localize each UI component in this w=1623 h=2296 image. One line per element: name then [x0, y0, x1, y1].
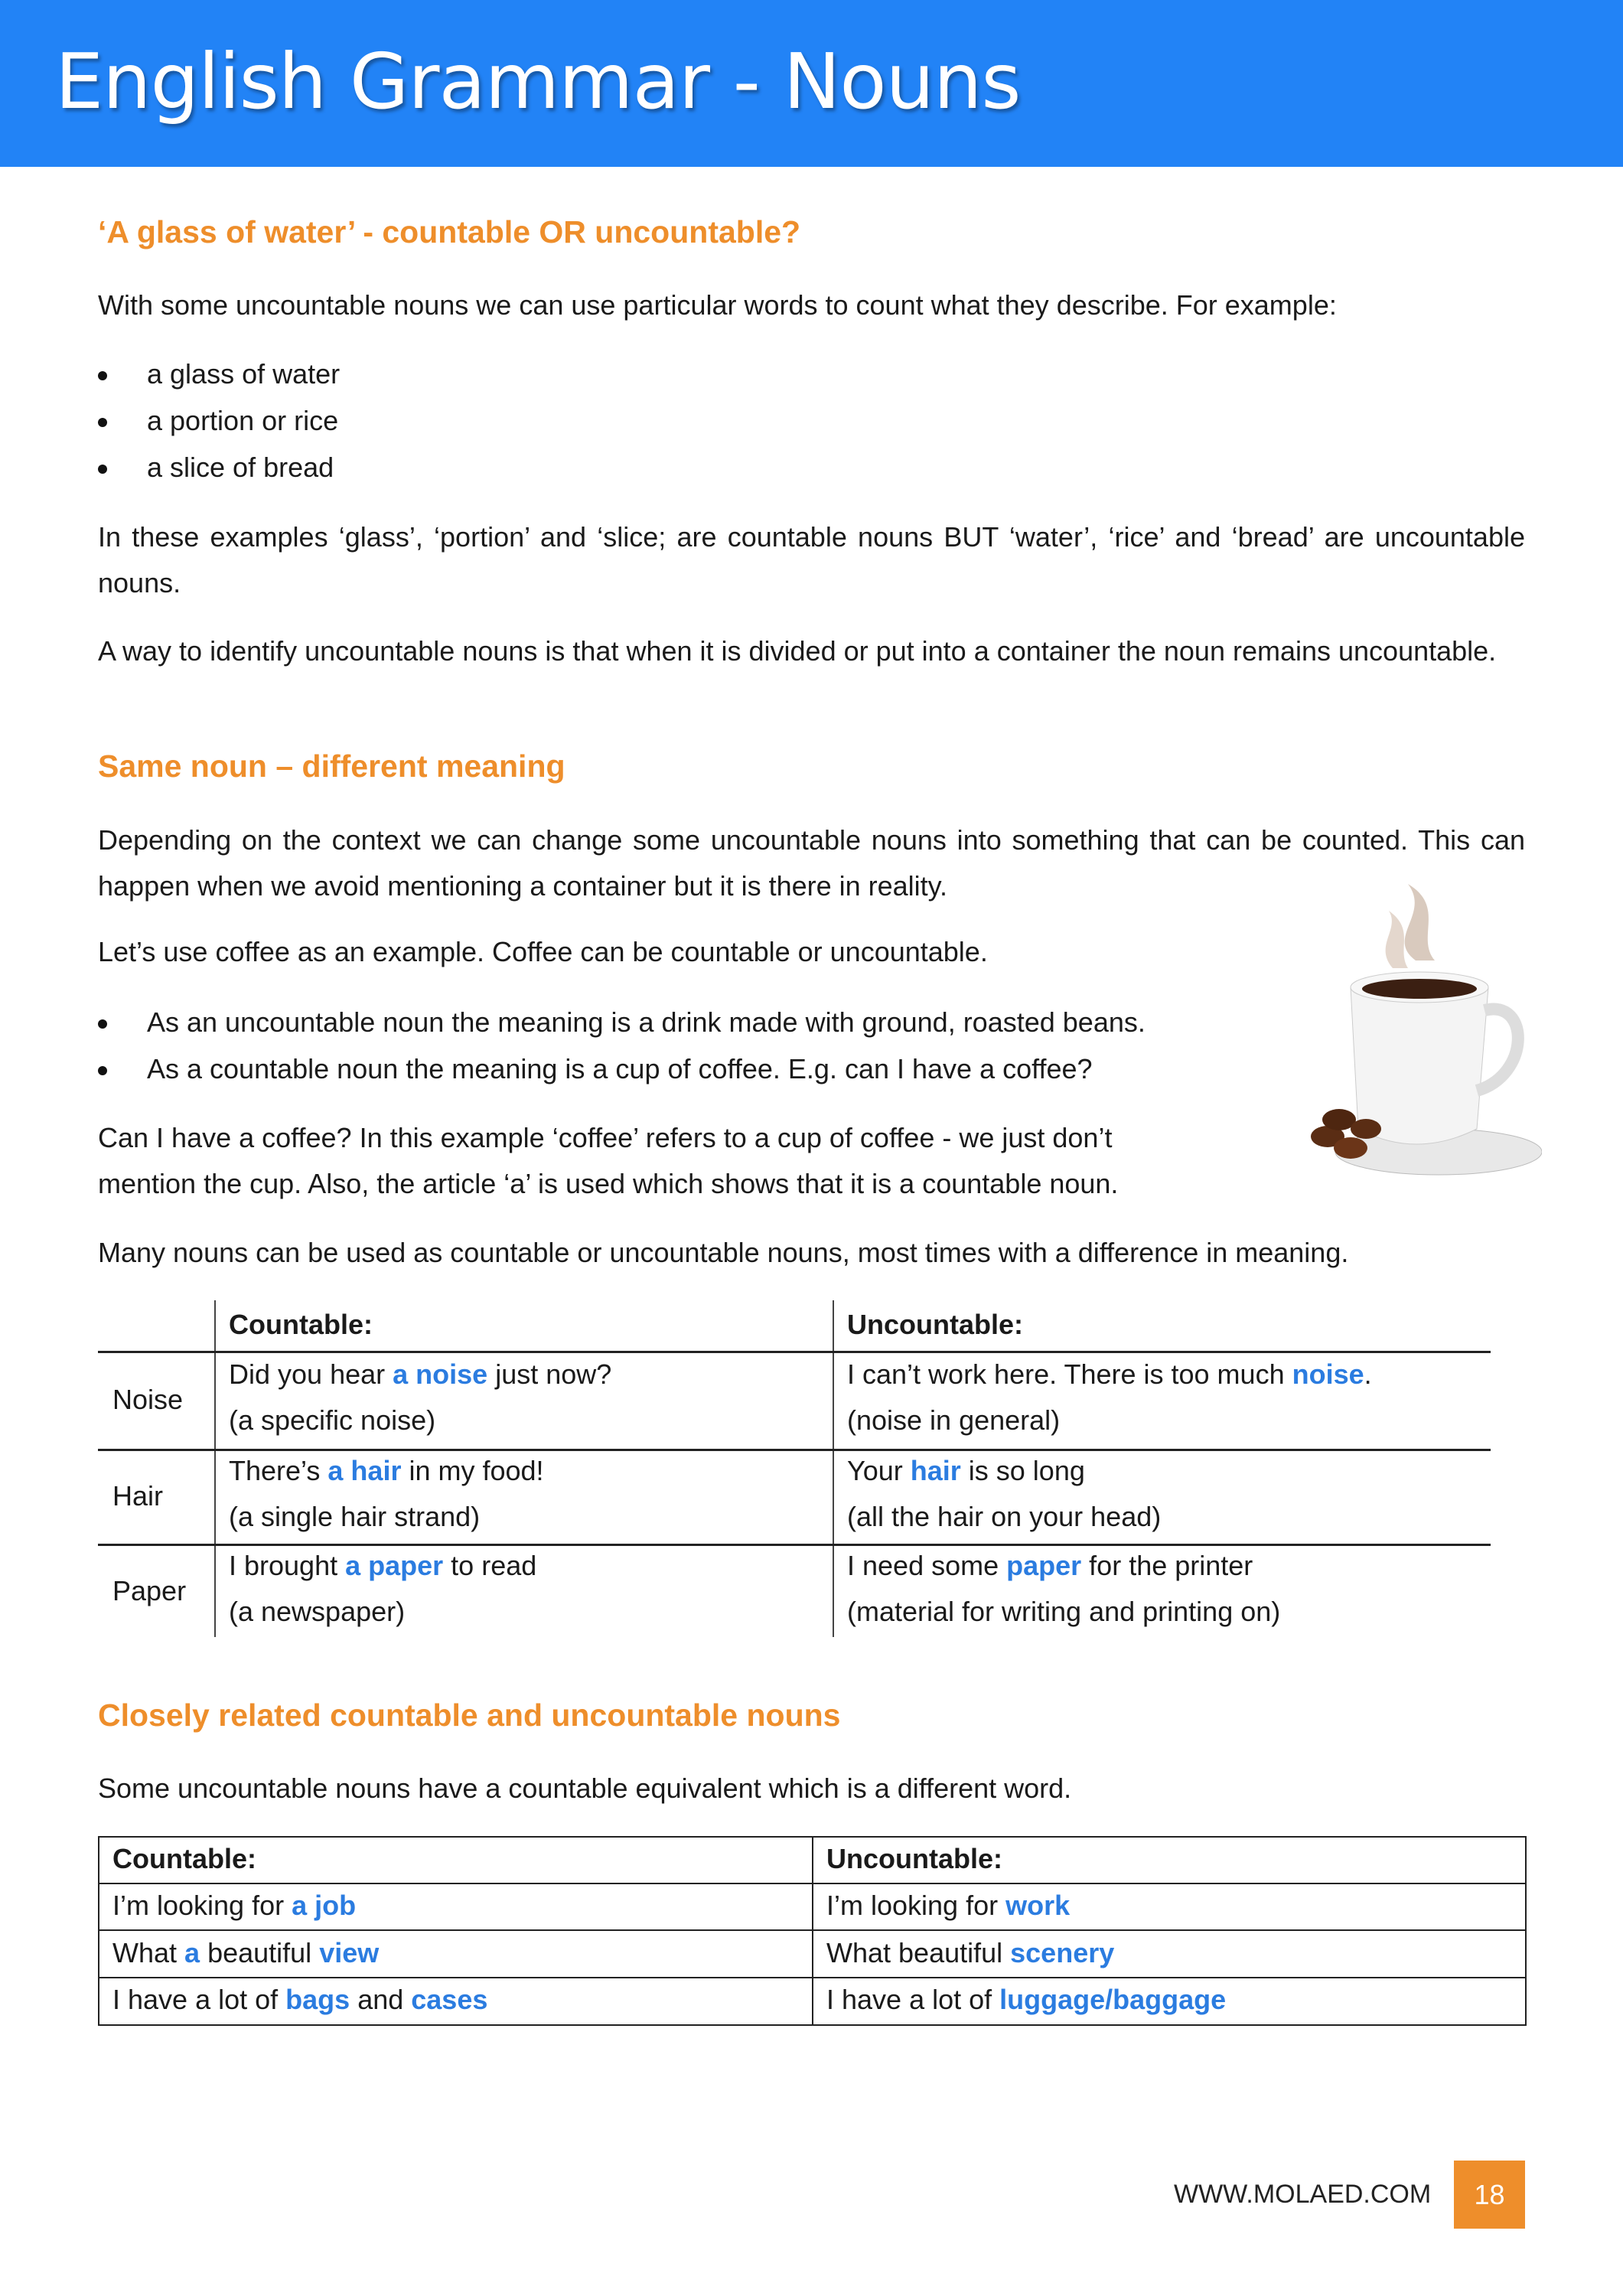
- table-cell-note: (a specific noise): [229, 1404, 436, 1436]
- highlighted-word: a job: [292, 1890, 357, 1921]
- paragraph: A way to identify uncountable nouns is that when it is divided or put into a container the noun remains uncountable.: [98, 635, 1497, 667]
- cell-text: I’m looking for: [112, 1890, 292, 1921]
- highlighted-word: paper: [1006, 1550, 1082, 1581]
- list-item: a glass of water: [147, 358, 341, 390]
- table-cell: [112, 1984, 487, 2016]
- highlighted-word: a paper: [345, 1550, 444, 1581]
- paragraph: Let’s use coffee as an example. Coffee can be countable or uncountable.: [98, 936, 988, 967]
- table-cell: [229, 1455, 544, 1487]
- column-header: Countable:: [229, 1309, 373, 1340]
- table-cell-note: (a single hair strand): [229, 1501, 481, 1532]
- cell-text: .: [1364, 1358, 1372, 1390]
- table-cell: [847, 1455, 1085, 1487]
- footer-website: WWW.MOLAED.COM: [1174, 2180, 1432, 2209]
- list-item: As an uncountable noun the meaning is a drink made with ground, roasted beans.: [147, 1006, 1146, 1038]
- table-cell: [112, 1937, 379, 1969]
- table-cell-note: (all the hair on your head): [847, 1501, 1162, 1532]
- highlighted-word: view: [319, 1937, 380, 1968]
- cell-text: in my food!: [401, 1455, 544, 1486]
- highlighted-word: a: [184, 1937, 200, 1968]
- highlighted-word: bags: [285, 1984, 350, 2015]
- column-header: Uncountable:: [826, 1843, 1002, 1874]
- section-heading: Closely related countable and uncountable nouns: [98, 1698, 841, 1733]
- highlighted-word: a hair: [328, 1455, 402, 1486]
- list-item: As a countable noun the meaning is a cup of coffee. E.g. can I have a coffee?: [147, 1053, 1093, 1084]
- cell-text: Did you hear: [229, 1358, 393, 1390]
- cell-text: to read: [443, 1550, 537, 1581]
- highlighted-word: luggage/baggage: [999, 1984, 1227, 2015]
- cell-text: Your: [847, 1455, 911, 1486]
- highlighted-word: scenery: [1010, 1937, 1115, 1968]
- page-title: English Grammar - Nouns: [55, 37, 1021, 126]
- paragraph: Some uncountable nouns have a countable equivalent which is a different word.: [98, 1773, 1072, 1804]
- coffee-cup-illustration: [1301, 876, 1542, 1186]
- cell-text: beautiful: [200, 1937, 320, 1968]
- section-heading: Same noun – different meaning: [98, 748, 565, 784]
- cell-text: What: [112, 1937, 185, 1968]
- cell-text: I can’t work here. There is too much: [847, 1358, 1292, 1390]
- column-header: Uncountable:: [847, 1309, 1023, 1340]
- table-divider: [98, 1977, 1525, 1978]
- header-banner: [0, 0, 1623, 167]
- highlighted-word: a noise: [393, 1358, 488, 1390]
- table-divider: [98, 1544, 1491, 1546]
- highlighted-word: cases: [411, 1984, 488, 2015]
- table-cell: [112, 1890, 356, 1922]
- table-divider: [98, 1351, 1491, 1353]
- table-cell-note: (a newspaper): [229, 1596, 406, 1627]
- paragraph: Can I have a coffee? In this example ‘coffee’ refers to a cup of coffee - we just don’t: [98, 1122, 1113, 1153]
- table-cell: [847, 1550, 1253, 1582]
- table-cell: [826, 1890, 1070, 1922]
- row-label: Hair: [112, 1480, 164, 1512]
- cell-text: There’s: [229, 1455, 328, 1486]
- paragraph: With some uncountable nouns we can use particular words to count what they describe. For example:: [98, 289, 1337, 321]
- page-number: 18: [1454, 2161, 1525, 2229]
- table-divider: [98, 1929, 1525, 1931]
- paragraph: Depending on the context we can change some uncountable nouns into something that can be counted. This can happen when we avoid mentioning a container but it is there in reality.: [98, 824, 1525, 902]
- cell-text: What beautiful: [826, 1937, 1011, 1968]
- table-divider: [98, 1883, 1525, 1884]
- highlighted-word: hair: [910, 1455, 961, 1486]
- cell-text: and: [350, 1984, 412, 2015]
- table-cell: [229, 1550, 536, 1582]
- section-heading: ‘A glass of water’ - countable OR uncountable?: [98, 214, 801, 249]
- paragraph: Many nouns can be used as countable or uncountable nouns, most times with a difference in meaning.: [98, 1237, 1349, 1268]
- paragraph: In these examples ‘glass’, ‘portion’ and ‘slice; are countable nouns BUT ‘water’, ‘rice’ and ‘bread’ are uncountable nouns.: [98, 521, 1525, 598]
- table-cell-note: (noise in general): [847, 1404, 1061, 1436]
- cell-text: for the printer: [1081, 1550, 1253, 1581]
- row-label: Noise: [112, 1384, 184, 1415]
- cell-text: is so long: [960, 1455, 1085, 1486]
- cell-text: just now?: [487, 1358, 612, 1390]
- row-label: Paper: [112, 1575, 187, 1606]
- highlighted-word: noise: [1292, 1358, 1364, 1390]
- cell-text: I have a lot of: [112, 1984, 286, 2015]
- cell-text: I need some: [847, 1550, 1007, 1581]
- table-cell: [826, 1937, 1114, 1969]
- table-cell: [826, 1984, 1226, 2016]
- table-divider: [98, 1449, 1491, 1451]
- table-cell: [847, 1358, 1372, 1391]
- table-cell-note: (material for writing and printing on): [847, 1596, 1281, 1627]
- cell-text: I brought: [229, 1550, 346, 1581]
- list-item: a portion or rice: [147, 405, 339, 436]
- list-item: a slice of bread: [147, 452, 334, 483]
- column-header: Countable:: [112, 1843, 256, 1874]
- highlighted-word: work: [1005, 1890, 1071, 1921]
- cell-text: I have a lot of: [826, 1984, 1000, 2015]
- paragraph: mention the cup. Also, the article ‘a’ is used which shows that it is a countable noun.: [98, 1168, 1119, 1199]
- table-cell: [229, 1358, 611, 1391]
- cell-text: I’m looking for: [826, 1890, 1006, 1921]
